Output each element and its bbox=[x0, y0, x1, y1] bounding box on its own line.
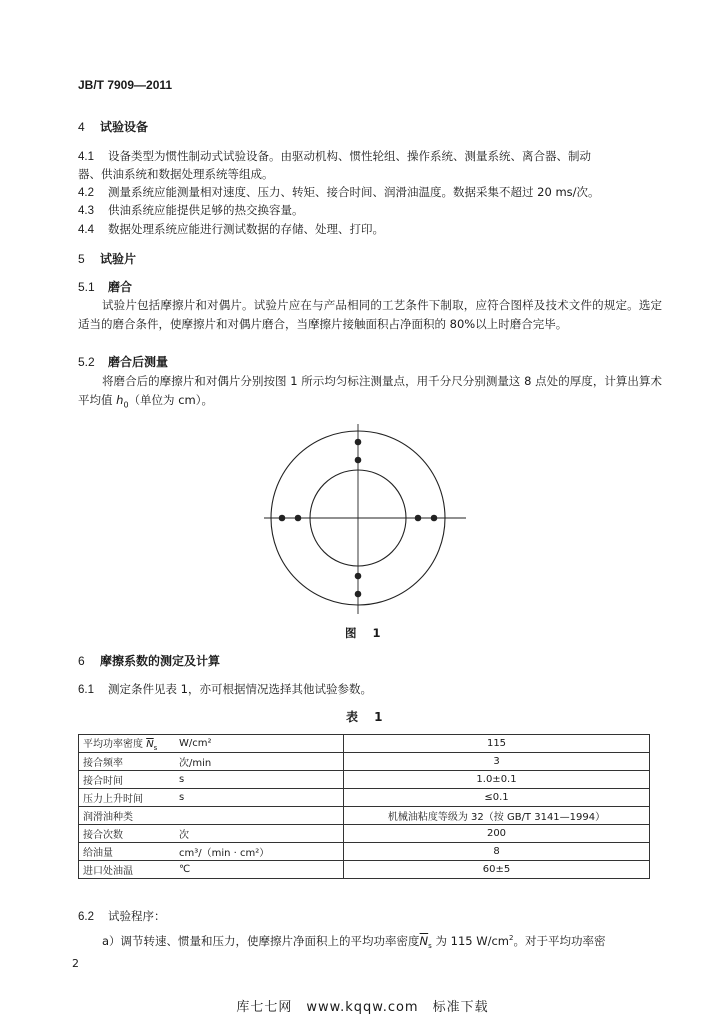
param-value: 机械油粘度等级为 32（按 GB/T 3141—1994） bbox=[344, 807, 650, 825]
superscript: 2 bbox=[509, 934, 514, 942]
table-row bbox=[79, 789, 650, 807]
clause-5-1-paragraph: 试验片包括摩擦片和对偶片。试验片应在与产品相同的工艺条件下制取，应符合图样及技术文件的规定。选定适当的磨合条件，使摩擦片和对偶片磨合，当摩擦片接触面积占净面积的 80%以上时磨合完毕。 bbox=[78, 298, 662, 331]
param-unit: 次/min bbox=[175, 753, 344, 771]
test-conditions-table bbox=[78, 734, 650, 879]
clause-text: 测定条件见表 1，亦可根据情况选择其他试验参数。 bbox=[108, 682, 372, 696]
symbol-n-bar: $\overline{N}$ bbox=[146, 739, 154, 750]
page-number: 2 bbox=[72, 957, 79, 970]
clause-number: 5.2 bbox=[78, 355, 95, 369]
param-value: 8 bbox=[344, 843, 650, 861]
param-unit: s bbox=[175, 789, 344, 807]
clause-number: 6.1 bbox=[78, 684, 94, 696]
section-title: 摩擦系数的测定及计算 bbox=[100, 654, 221, 668]
clause-5-2-heading bbox=[78, 353, 168, 370]
param-unit: cm³/（min · cm²） bbox=[175, 843, 344, 861]
clause-number: 4.1 bbox=[78, 151, 94, 163]
param-value: 60±5 bbox=[344, 861, 650, 879]
section-title: 试验设备 bbox=[100, 120, 149, 134]
param-unit: s bbox=[175, 771, 344, 789]
clause-4-3 bbox=[78, 200, 304, 221]
clause-number: 5.1 bbox=[78, 280, 95, 294]
param-name: 接合次数 bbox=[79, 825, 176, 843]
clause-5-2-paragraph bbox=[78, 372, 662, 414]
param-name: 进口处油温 bbox=[79, 861, 176, 879]
param-value: ≤0.1 bbox=[344, 789, 650, 807]
clause-6-2-heading bbox=[78, 906, 166, 927]
clause-title: 试验程序： bbox=[108, 909, 166, 923]
section-5-heading bbox=[78, 250, 136, 267]
param-name: 压力上升时间 bbox=[79, 789, 176, 807]
measurement-point bbox=[355, 591, 362, 598]
measurement-point bbox=[415, 515, 422, 522]
item-text-mid: 为 115 W/cm bbox=[431, 933, 509, 948]
measurement-point bbox=[431, 515, 438, 522]
measurement-point bbox=[355, 457, 362, 464]
clause-4-4 bbox=[78, 219, 384, 240]
clause-4-1-continued: 器、供油系统和数据处理系统等组成。 bbox=[78, 167, 274, 181]
param-unit bbox=[175, 807, 344, 825]
footer-watermark: 库七七网 www.kqqw.com 标准下载 bbox=[236, 1000, 489, 1015]
param-value: 1.0±0.1 bbox=[344, 771, 650, 789]
variable-h: h bbox=[116, 393, 124, 407]
section-number: 6 bbox=[78, 654, 85, 668]
section-4-heading bbox=[78, 118, 148, 135]
measurement-point bbox=[279, 515, 286, 522]
variable-subscript: 0 bbox=[123, 400, 129, 410]
table-row bbox=[79, 843, 650, 861]
param-name: 润滑油种类 bbox=[79, 807, 176, 825]
item-text: a）调节转速、惯量和压力，使摩擦片净面积上的平均功率密度 bbox=[102, 933, 420, 948]
clause-number: 4.4 bbox=[78, 224, 94, 236]
table-row bbox=[79, 753, 650, 771]
table-row bbox=[79, 771, 650, 789]
section-title: 试验片 bbox=[100, 252, 137, 266]
section-number: 4 bbox=[78, 120, 85, 134]
clause-5-1-heading bbox=[78, 278, 132, 295]
clause-number: 4.2 bbox=[78, 187, 94, 199]
clause-text: 供油系统应能提供足够的热交换容量。 bbox=[108, 203, 304, 217]
param-name: 平均功率密度 $\overline{N}_s$ bbox=[79, 735, 176, 753]
clause-6-2-item-a bbox=[102, 928, 605, 956]
measurement-point bbox=[355, 573, 362, 580]
symbol-subscript: s bbox=[153, 744, 158, 752]
table-caption: 表 1 bbox=[346, 710, 389, 724]
table-row bbox=[79, 825, 650, 843]
figure-caption: 图 1 bbox=[345, 626, 387, 640]
table-row bbox=[79, 807, 650, 825]
param-name: 接合频率 bbox=[79, 753, 176, 771]
standard-code: JB/T 7909—2011 bbox=[78, 78, 173, 92]
param-unit: W/cm² bbox=[175, 735, 344, 753]
param-unit: 次 bbox=[175, 825, 344, 843]
param-name: 给油量 bbox=[79, 843, 176, 861]
measurement-point bbox=[295, 515, 302, 522]
section-6-heading bbox=[78, 652, 220, 669]
symbol-subscript: s bbox=[428, 942, 432, 951]
clause-6-1 bbox=[78, 679, 372, 700]
param-value: 200 bbox=[344, 825, 650, 843]
table-row bbox=[79, 735, 650, 753]
clause-text: 设备类型为惯性制动式试验设备。由驱动机构、惯性轮组、操作系统、测量系统、离合器、制动 bbox=[108, 149, 591, 163]
param-value: 115 bbox=[344, 735, 650, 753]
clause-title: 磨合后测量 bbox=[108, 355, 169, 369]
section-number: 5 bbox=[78, 252, 85, 266]
measurement-point bbox=[355, 439, 362, 446]
param-value: 3 bbox=[344, 753, 650, 771]
symbol-n-bar: $\overline{N}$ bbox=[419, 933, 429, 948]
clause-number: 4.3 bbox=[78, 205, 94, 217]
clause-text: 数据处理系统应能进行测试数据的存储、处理、打印。 bbox=[108, 222, 384, 236]
paragraph-text: 将磨合后的摩擦片和对偶片分别按图 1 所示均匀标注测量点，用千分尺分别测量这 8 点处的厚度，计算出算术平均值 bbox=[78, 374, 662, 407]
figure-1-measurement-points bbox=[262, 420, 472, 620]
paragraph-text-end: （单位为 cm）。 bbox=[128, 393, 213, 407]
param-name: 接合时间 bbox=[79, 771, 176, 789]
clause-title: 磨合 bbox=[108, 280, 133, 294]
clause-number: 6.2 bbox=[78, 911, 94, 923]
param-unit: ℃ bbox=[175, 861, 344, 879]
clause-text: 测量系统应能测量相对速度、压力、转矩、接合时间、润滑油温度。数据采集不超过 20 ms/次。 bbox=[108, 185, 600, 199]
table-row bbox=[79, 861, 650, 879]
item-text-end: 。对于平均功率密 bbox=[513, 933, 606, 948]
